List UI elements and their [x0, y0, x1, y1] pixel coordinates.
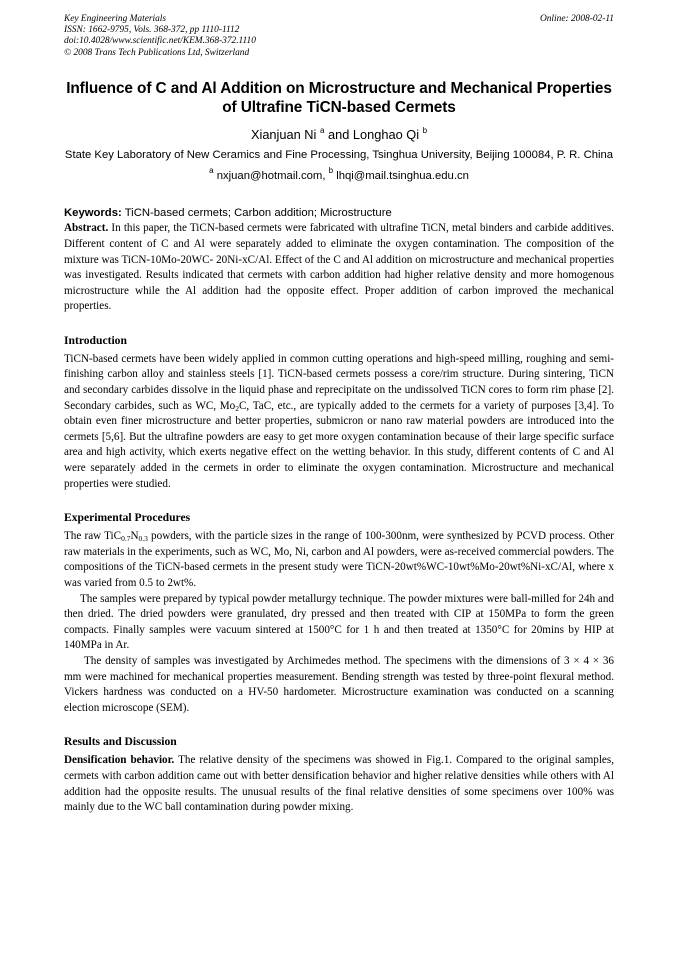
paragraph-text: N	[130, 530, 139, 543]
experimental-paragraph: The density of samples was investigated by Archimedes method. The specimens with the dimensions of 3 × 4 × 36 mm were machined for mechanical properties measurement. Bending strength was tested by three-point flexural method. Vickers hardness was conducted on a HV-50 hardometer. Microstructure examination was conducted on a scanning election microscope (SEM).	[64, 654, 614, 714]
email-superscript: a	[209, 166, 214, 176]
doi-line: doi:10.4028/www.scientific.net/KEM.368-372.1110	[64, 36, 256, 47]
journal-header	[64, 14, 614, 59]
experimental-paragraph: The samples were prepared by typical powder metallurgy technique. The powder mixtures were ball-milled for 24h and then dried. The dried powders were granulated, dry pressed and then treated with CIP at 150MPa to form the green compacts. Finally samples were vacuum sintered at 1500°C for 1 h and then treated at 1350°C for 20mins by HIP at 140MPa in Ar.	[64, 592, 614, 652]
paragraph-text: The raw TiC	[64, 530, 122, 543]
section-heading-results: Results and Discussion	[64, 735, 177, 749]
experimental-paragraph	[64, 529, 614, 591]
paragraph-run-in-label: Densification behavior.	[64, 754, 175, 767]
paragraph-text: C, TaC, etc., are typically added to the cermets for a variety of purposes [3,4]. To obtain even finer microstructure and better properties, submicron or nano raw material powders are introduced into the cermets [5,6]. But the ultrafine powders are easy to get more oxygen contamination because of their large specific surface area and high activity, which exerts negative effect on the wetting behavior. In this study, different contents of C and Al were separately added in the cermets in order to eliminate the oxygen contamination. Microstructure and mechanical properties were studied.	[64, 399, 614, 490]
author-name: Longhao Qi	[352, 126, 420, 142]
author-name: Xianjuan Ni	[250, 126, 317, 142]
copyright-line: © 2008 Trans Tech Publications Ltd, Switzerland	[64, 47, 250, 58]
keywords-text: TiCN-based cermets; Carbon addition; Microstructure	[121, 207, 392, 220]
author-superscript: b	[422, 125, 428, 135]
keywords-label: Keywords:	[64, 207, 122, 220]
paragraph-text: powders, with the particle sizes in the range of 100-300nm, were synthesized by PCVD process. Other raw materials in the experiments, such as WC, Mo, Ni, carbon and Al powders, were as-received commercial powders. The compositions of the TiCN-based cermets in the present study were TiCN-20wt%WC-10wt%Mo-20wt%Ni-xC/Al, where x was varied from 0.5 to 2wt%.	[64, 530, 614, 589]
introduction-paragraph	[64, 352, 614, 492]
online-date: Online: 2008-02-11	[539, 14, 614, 24]
email-text: lhqi@mail.tsinghua.edu.cn	[336, 170, 469, 183]
subscript: 0.3	[138, 534, 148, 544]
affiliation: State Key Laboratory of New Ceramics and Fine Processing, Tsinghua University, Beijing 100084, P. R. China	[64, 148, 614, 161]
paragraph-text: The relative density of the specimens was showed in Fig.1. Compared to the original samples, cermets with carbon addition came out with better densification behavior and higher relative densities while others with Al addition had the opposite results. The unusual results of the final relative densities of some specimens over 100% was mainly due to the WC ball contamination during powder mixing.	[64, 754, 614, 814]
subscript: 0.7	[121, 534, 131, 544]
abstract	[64, 221, 614, 315]
journal-name: Key Engineering Materials	[64, 14, 167, 24]
paper-title: Influence of C and Al Addition on Microstructure and Mechanical Properties of Ultrafine TiCN-based Cermets	[66, 79, 612, 116]
author-emails	[64, 166, 614, 184]
author-superscript: a	[319, 125, 325, 135]
email-superscript: b	[328, 166, 334, 176]
results-paragraph	[64, 753, 614, 815]
keywords	[64, 206, 614, 221]
subscript: 2	[235, 403, 239, 413]
paragraph-text: TiCN-based cermets have been widely applied in common cutting operations and high-speed milling, roughing and semi-finishing carbon alloy and stainless steels [1]. TiCN-based cermets possess a core/rim structure. During sintering, TiCN and secondary carbides dissolve in the liquid phase and reprecipitate on the undissolved TiCN cores to form rim phase [2]. Secondary carbides, such as WC, Mo	[64, 352, 614, 412]
email-text: nxjuan@hotmail.com,	[216, 170, 329, 183]
abstract-text: In this paper, the TiCN-based cermets were fabricated with ultrafine TiCN, metal binders and carbide additives. Different content of C and Al were separately added to eliminate the oxygen contamination. The composition of the mixture was TiCN-10Mo-20WC- 20Ni-xC/Al. Effect of the C and Al addition on microstructure and mechanical properties was investigated. Results indicated that cermets with carbon addition had higher relative density and more homogenous microstructure while the Al addition had the opposite effect. Proper addition of carbon improved the mechanical properties.	[64, 222, 614, 313]
paper-page	[64, 14, 614, 816]
section-heading-introduction: Introduction	[64, 333, 127, 347]
abstract-label: Abstract.	[64, 222, 109, 235]
author-line	[64, 127, 614, 143]
section-heading-experimental: Experimental Procedures	[64, 511, 191, 525]
issn-line: ISSN: 1662-9795, Vols. 368-372, pp 1110-1112	[64, 25, 240, 36]
author-conjunction: and	[324, 126, 353, 142]
